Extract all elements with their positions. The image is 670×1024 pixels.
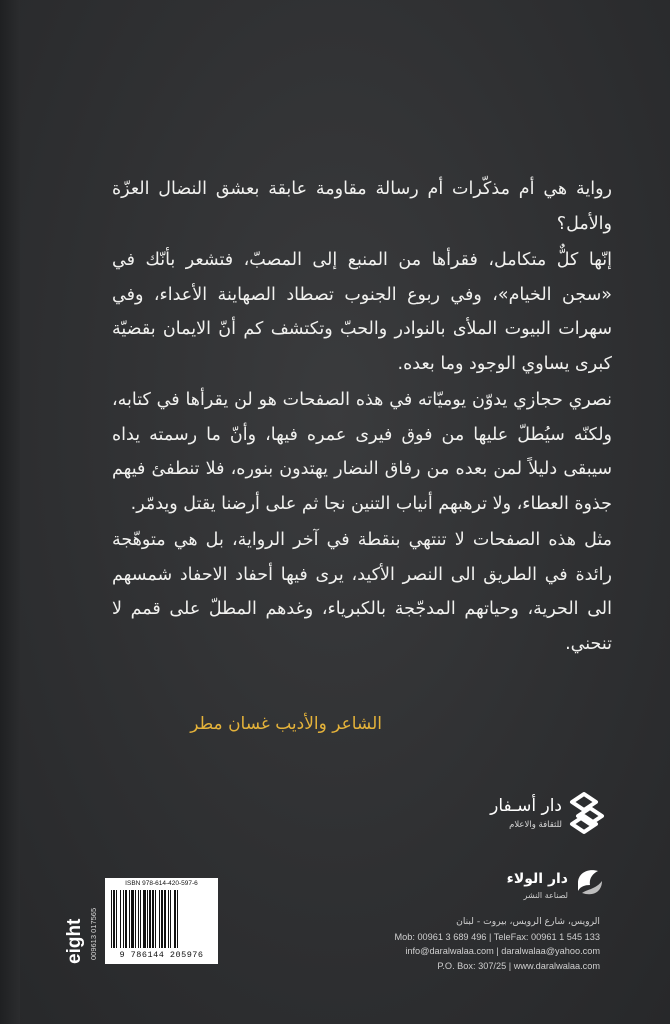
publisher-contact (330, 915, 600, 973)
isbn-label: ISBN 978-614-420-597-6 (125, 880, 198, 887)
contact-address: الرويس، شارع الرويس، بيروت - لبنان (456, 916, 600, 927)
publisher-walaa (480, 865, 610, 905)
asfar-subtitle: للثقافة والاعلام (509, 820, 562, 830)
isbn-barcode (105, 878, 218, 964)
walaa-logo-icon (572, 865, 606, 899)
spine-code: 009613 017565 (89, 907, 98, 960)
walaa-name: دار الولاء (506, 871, 568, 887)
walaa-subtitle: لصناعة النشر (523, 891, 568, 900)
blurb-paragraph-4: مثل هذه الصفحات لا تنتهي بنقطة في آخر الرواية، بل هي متوهّجة رائدة في الطريق الى النصر الأكيد، يرى فيها أحفاد الاحفاد شمسهم الى الحرية، وحياتهم المدجّجة بالكبرياء، وغدهم المطلّ على قمم لا تنحني. (112, 530, 612, 654)
publisher-asfar (464, 790, 614, 838)
contact-web: P.O. Box: 307/25 | www.daralwalaa.com (437, 960, 600, 971)
asfar-name: دار أسـفار (490, 796, 562, 816)
contact-emails: info@daralwalaa.com | daralwalaa@yahoo.com (405, 946, 600, 956)
blurb-paragraph-2: إنّها كلٌّ متكامل، فقرأها من المنبع إلى المصبّ، فتشعر بأنّك في «سجن الخيام»، وفي ربوع الجنوب تصطاد الصهاينة الأعداء، وفي سهرات البيوت الملأى بالنوادر والحبّ وتكتشف كم أنّ الايمان بقضيّة كبرى يساوي الوجود وما بعده. (112, 250, 612, 374)
contact-phones: Mob: 00961 3 689 496 | TeleFax: 00961 1 545 133 (394, 931, 600, 942)
blurb-paragraph-1: رواية هي أم مذكّرات أم رسالة مقاومة عابقة بعشق النضال العزّة والأمل؟ (112, 179, 612, 234)
asfar-logo-icon (564, 790, 610, 836)
spine-brand: eight (64, 918, 85, 964)
blurb-paragraph-3: نصري حجازي يدوّن يوميّاته في هذه الصفحات هو لن يقرأها في كتابه، ولكنّه سيُطلّ عليها من فوق فيرى عمره فيها، وأنّ ما رسمته يداه سيبقى دليلاً لمن بعده من رفاق النضار يهتدون بنوره، فلا تنطفئ فيهم جذوة العطاء، ولا ترهبهم أنياب التنين نجا ثم على أرضنا يقتل ويدمّر. (112, 390, 612, 514)
isbn-digits: 9 786144 205976 (119, 950, 204, 960)
blurb-text (112, 172, 612, 663)
cover-edge (0, 0, 20, 1024)
barcode-bars (111, 890, 212, 948)
blurb-author: الشاعر والأديب غسان مطر (190, 714, 382, 734)
